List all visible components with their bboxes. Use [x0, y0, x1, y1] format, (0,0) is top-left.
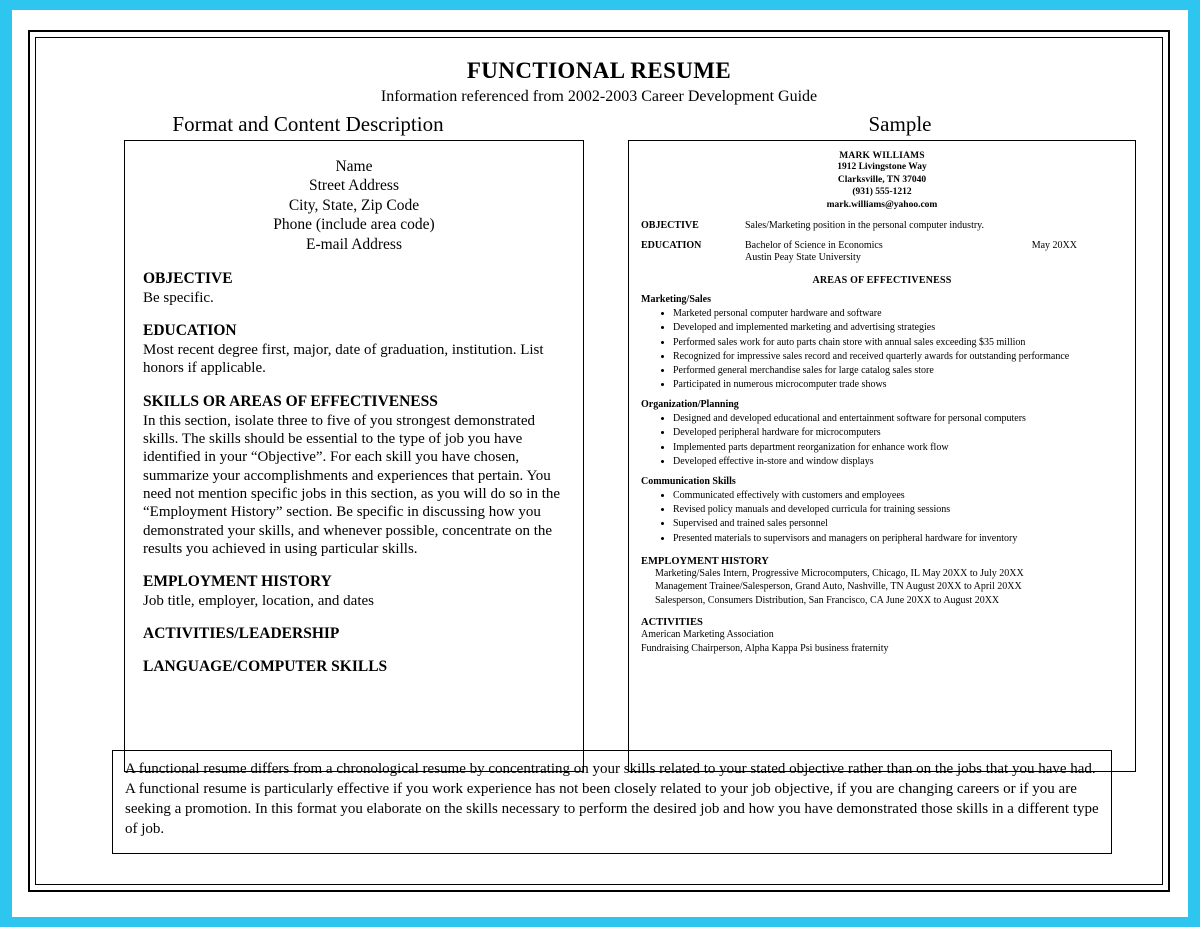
section-body-skills: In this section, isolate three to five of you strongest demonstrated skills. The skills should be essential to the type of job you have identified in your “Objective”. For each skill you have chosen, summarize your accomplishments and experiences that pertain. You need not mention specific jobs in this section, as you will do so in the “Employment History” section. Be specific in discussing how you demonstrated your skills, and whenever possible, concentrate on the results you achieved in using particular skills.: [143, 412, 561, 557]
list-item: • Developed peripheral hardware for microcomputers: [673, 426, 1123, 439]
sample-city-state-zip: Clarksville, TN 37040: [837, 174, 927, 185]
list-item: • Revised policy manuals and developed curricula for training sessions: [673, 503, 1123, 516]
format-description-box: [124, 140, 584, 772]
section-heading-education: EDUCATION: [143, 322, 237, 340]
section-heading-objective: OBJECTIVE: [143, 269, 233, 287]
sample-area-group-marketing: [641, 294, 1123, 391]
section-heading-employment: EMPLOYMENT HISTORY: [143, 573, 332, 591]
sample-objective-row: [641, 220, 1123, 231]
column-heading-format: Format and Content Description: [172, 112, 444, 136]
list-item: • Recognized for impressive sales record and received quarterly awards for outstanding performance: [673, 350, 1123, 363]
sample-area-subheading: Communication Skills: [641, 476, 736, 487]
section-body-employment: Job title, employer, location, and dates: [143, 593, 375, 610]
sample-employment-heading: EMPLOYMENT HISTORY: [641, 555, 769, 567]
sample-education-row: [641, 240, 1123, 263]
column-heading-sample: Sample: [868, 112, 932, 136]
sample-activities-heading: ACTIVITIES: [641, 617, 703, 629]
sample-area-group-organization: [641, 399, 1123, 468]
sample-email: mark.williams@yahoo.com: [826, 199, 938, 210]
sample-activities-item: American Marketing Association: [641, 629, 774, 641]
sample-area-bullets: [647, 412, 1123, 468]
section-heading-skills: SKILLS OR AREAS OF EFFECTIVENESS: [143, 392, 438, 410]
list-item: • Presented materials to supervisors and managers on peripheral hardware for inventory: [673, 532, 1123, 545]
sample-contact: [641, 161, 1123, 211]
column-headings: [58, 112, 1140, 138]
template-line-name: Name: [335, 158, 373, 175]
sample-areas-heading: AREAS OF EFFECTIVENESS: [812, 275, 952, 287]
sample-objective-label: OBJECTIVE: [641, 220, 699, 232]
page-subtitle: Information referenced from 2002-2003 Career Development Guide: [380, 88, 818, 105]
footer-note: A functional resume differs from a chronological resume by concentrating on your skills related to your stated objective rather than on the jobs that you have had. A functional resume is particularly effective if you work experience has not been closely related to your job objective, if you are changing careers or if you are seeking a promotion. In this format you elaborate on the skills necessary to perform the desired job and how you have demonstrated those skills in a different type of job.: [112, 750, 1112, 854]
sample-objective-text: Sales/Marketing position in the personal computer industry.: [745, 220, 985, 232]
sample-education-date: May 20XX: [1031, 240, 1077, 252]
list-item: • Designed and developed educational and entertainment software for personal computers: [673, 412, 1123, 425]
list-item: • Implemented parts department reorganization for enhance work flow: [673, 441, 1123, 454]
sample-address: 1912 Livingstone Way: [837, 162, 927, 172]
document-frame: [28, 30, 1170, 892]
template-line-phone: Phone (include area code): [273, 216, 435, 234]
sample-education-degree: Bachelor of Science in Economics: [745, 240, 883, 252]
sample-area-subheading: Marketing/Sales: [641, 294, 711, 306]
template-line-street: Street Address: [309, 177, 399, 195]
sample-area-subheading: Organization/Planning: [641, 399, 739, 411]
document-content: [36, 38, 1162, 884]
sample-employment-item: Marketing/Sales Intern, Progressive Microcomputers, Chicago, IL May 20XX to July 20XX: [655, 567, 1024, 579]
sample-area-group-communication: [641, 476, 1123, 545]
list-item: • Developed and implemented marketing and advertising strategies: [673, 321, 1123, 334]
section-heading-activities: ACTIVITIES/LEADERSHIP: [143, 625, 340, 643]
sample-activities-item: Fundraising Chairperson, Alpha Kappa Psi business fraternity: [641, 642, 889, 654]
document-frame-inner: [35, 37, 1163, 885]
sample-resume-box: [628, 140, 1136, 772]
section-body-objective: Be specific.: [143, 289, 214, 306]
sample-employment-item: Salesperson, Consumers Distribution, San Francisco, CA June 20XX to August 20XX: [655, 594, 1000, 606]
sample-area-bullets: [647, 489, 1123, 545]
contact-template-block: [143, 157, 565, 254]
list-item: • Communicated effectively with customers and employees: [673, 489, 1123, 502]
list-item: • Performed sales work for auto parts chain store with annual sales exceeding $35 million: [673, 336, 1123, 349]
list-item: • Participated in numerous microcomputer trade shows: [673, 378, 1123, 391]
section-heading-language: LANGUAGE/COMPUTER SKILLS: [143, 658, 388, 676]
section-body-education: Most recent degree first, major, date of graduation, institution. List honors if applicable.: [143, 342, 544, 377]
template-line-email: E-mail Address: [306, 235, 402, 253]
list-item: • Developed effective in-store and window displays: [673, 455, 1123, 468]
sample-education-label: EDUCATION: [641, 240, 702, 252]
sample-employment-item: Management Trainee/Salesperson, Grand Auto, Nashville, TN August 20XX to April 20XX: [655, 581, 1022, 593]
sample-area-bullets: [647, 307, 1123, 391]
template-line-city: City, State, Zip Code: [288, 196, 420, 214]
sample-name: MARK WILLIAMS: [839, 151, 925, 161]
page-title: FUNCTIONAL RESUME: [466, 58, 732, 83]
columns-area: [58, 140, 1140, 780]
sample-education-school: Austin Peay State University: [745, 252, 861, 264]
sample-phone: (931) 555-1212: [852, 187, 912, 198]
list-item: • Supervised and trained sales personnel: [673, 517, 1123, 530]
list-item: • Performed general merchandise sales for large catalog sales store: [673, 364, 1123, 377]
list-item: • Marketed personal computer hardware and software: [673, 307, 1123, 320]
